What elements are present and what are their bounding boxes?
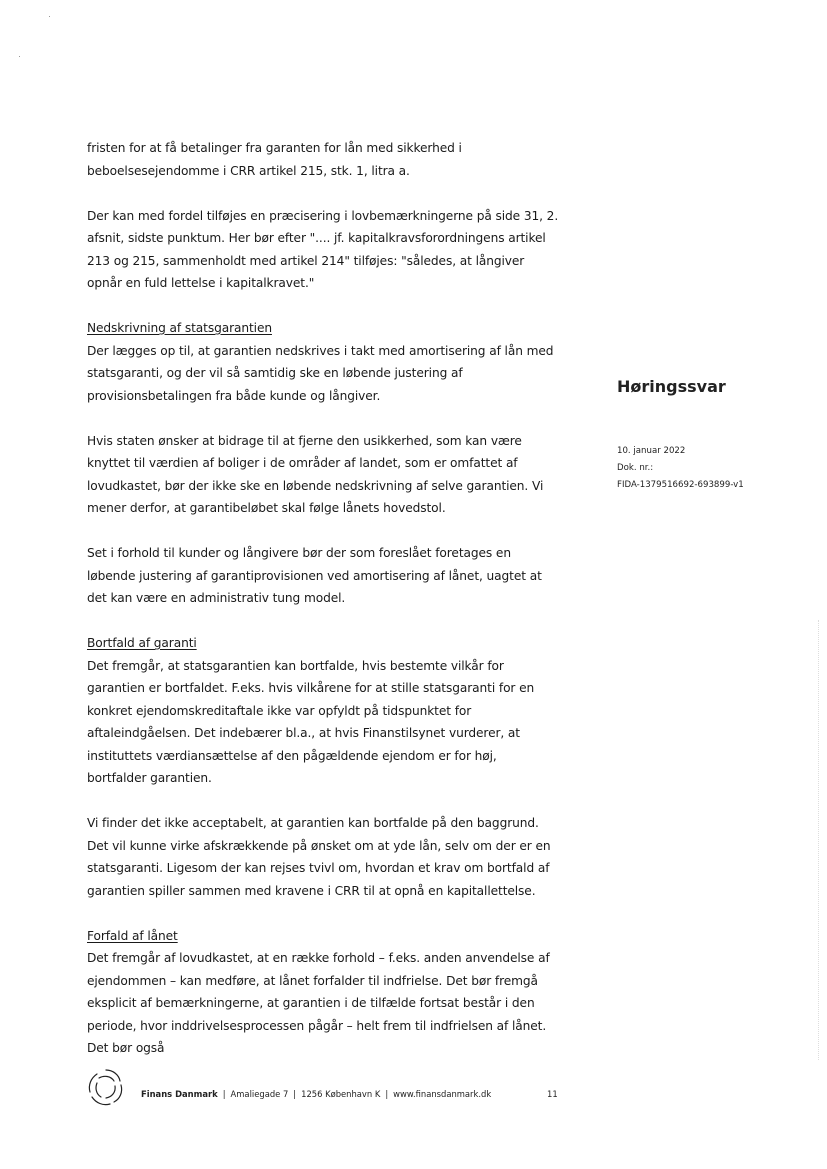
body-paragraph: Hvis staten ønsker at bidrage til at fjerne den usikkerhed, som kan være knyttet til værdien af boliger i de områder af landet, som er omfattet af lovudkastet, bør der ikke ske en løbende nedskrivning af selve garantien. Vi mener derfor, at garantibeløbet skal følge lånets hovedstol. (87, 433, 544, 515)
body-paragraph: Der kan med fordel tilføjes en præcisering i lovbemærkningerne på side 31, 2. afsnit, sidste punktum. Her bør efter ".... jf. kapitalkravsforordningens artikel 213 og 215, sammenholdt med artikel 214" tilføjes: "således, at långiver opnår en fuld lettelse i kapitalkravet." (87, 208, 559, 290)
section-bortfald (87, 632, 559, 902)
section-heading: Forfald af lånet (87, 928, 178, 943)
body-paragraph: Det fremgår, at statsgarantien kan bortfalde, hvis bestemte vilkår for garantien er bortfaldet. F.eks. hvis vilkårene for at stille statsgaranti for en konkret ejendomskreditaftale ikke var opfyldt på tidspunktet for aftaleindgåelsen. Det indebærer bl.a., at hvis Finanstilsynet vurderer, at instituttets værdiansættelse af den pågældende ejendom er for høj, bortfalder garantien. (87, 658, 535, 785)
footer-separator: | (293, 1089, 297, 1099)
finans-danmark-logo-icon (85, 1066, 127, 1108)
section-nedskrivning (87, 317, 559, 610)
document-number: FIDA-1379516692-693899-v1 (617, 480, 744, 490)
footer-brand: Finans Danmark (141, 1089, 218, 1099)
body-paragraph: fristen for at få betalinger fra garanten for lån med sikkerhed i beboelsesejendomme i CRR artikel 215, stk. 1, litra a. (87, 141, 462, 178)
footer-city: 1256 København K (301, 1089, 381, 1099)
footer-separator: | (222, 1089, 226, 1099)
document-type-title: Høringssvar (617, 377, 726, 396)
body-paragraph: Det fremgår af lovudkastet, at en række forhold – f.eks. anden anvendelse af ejendommen – kan medføre, at lånet forfalder til indfrielse. Det bør fremgå eksplicit af bemærkningerne, at garantien i de tilfælde fortsat består i den periode, hvor inddrivelsesprocessen pågår – helt frem til indfrielsen af lånet. Det bør også (87, 951, 550, 1055)
section-heading: Bortfald af garanti (87, 636, 197, 650)
scan-edge-line (818, 620, 820, 1060)
section-heading: Nedskrivning af statsgarantien (87, 321, 272, 335)
body-paragraph: Der lægges op til, at garantien nedskrives i takt med amortisering af lån med statsgaranti, og der vil så samtidig ske en løbende justering af provisionsbetalingen fra både kunde og långiver. (87, 343, 554, 403)
document-meta (617, 443, 744, 494)
letter-body (87, 137, 559, 1082)
document-number-label: Dok. nr.: (617, 463, 654, 473)
footer-contact (141, 1089, 491, 1099)
body-paragraph: Vi finder det ikke acceptabelt, at garantien kan bortfalde på den baggrund. Det vil kunne virke afskrækkende på ønsket om at yde lån, selv om der er en statsgaranti. Ligesom der kan rejses tvivl om, hvordan et krav om bortfald af garantien spiller sammen med kravene i CRR til at opnå en kapitallettelse. (87, 816, 551, 898)
section-forfald (87, 925, 559, 1060)
page-footer (85, 1066, 565, 1114)
body-paragraph: Set i forhold til kunder og långivere bør der som foreslået foretages en løbende justering af garantiprovisionen ved amortisering af lånet, uagtet at det kan være en administrativ tung model. (87, 546, 542, 605)
scan-speck (49, 16, 50, 17)
document-date: 10. januar 2022 (617, 446, 686, 456)
footer-address: Amaliegade 7 (230, 1089, 289, 1099)
scan-speck (19, 56, 20, 57)
footer-website: www.finansdanmark.dk (393, 1089, 492, 1099)
page-number: 11 (547, 1089, 558, 1099)
footer-separator: | (385, 1089, 389, 1099)
